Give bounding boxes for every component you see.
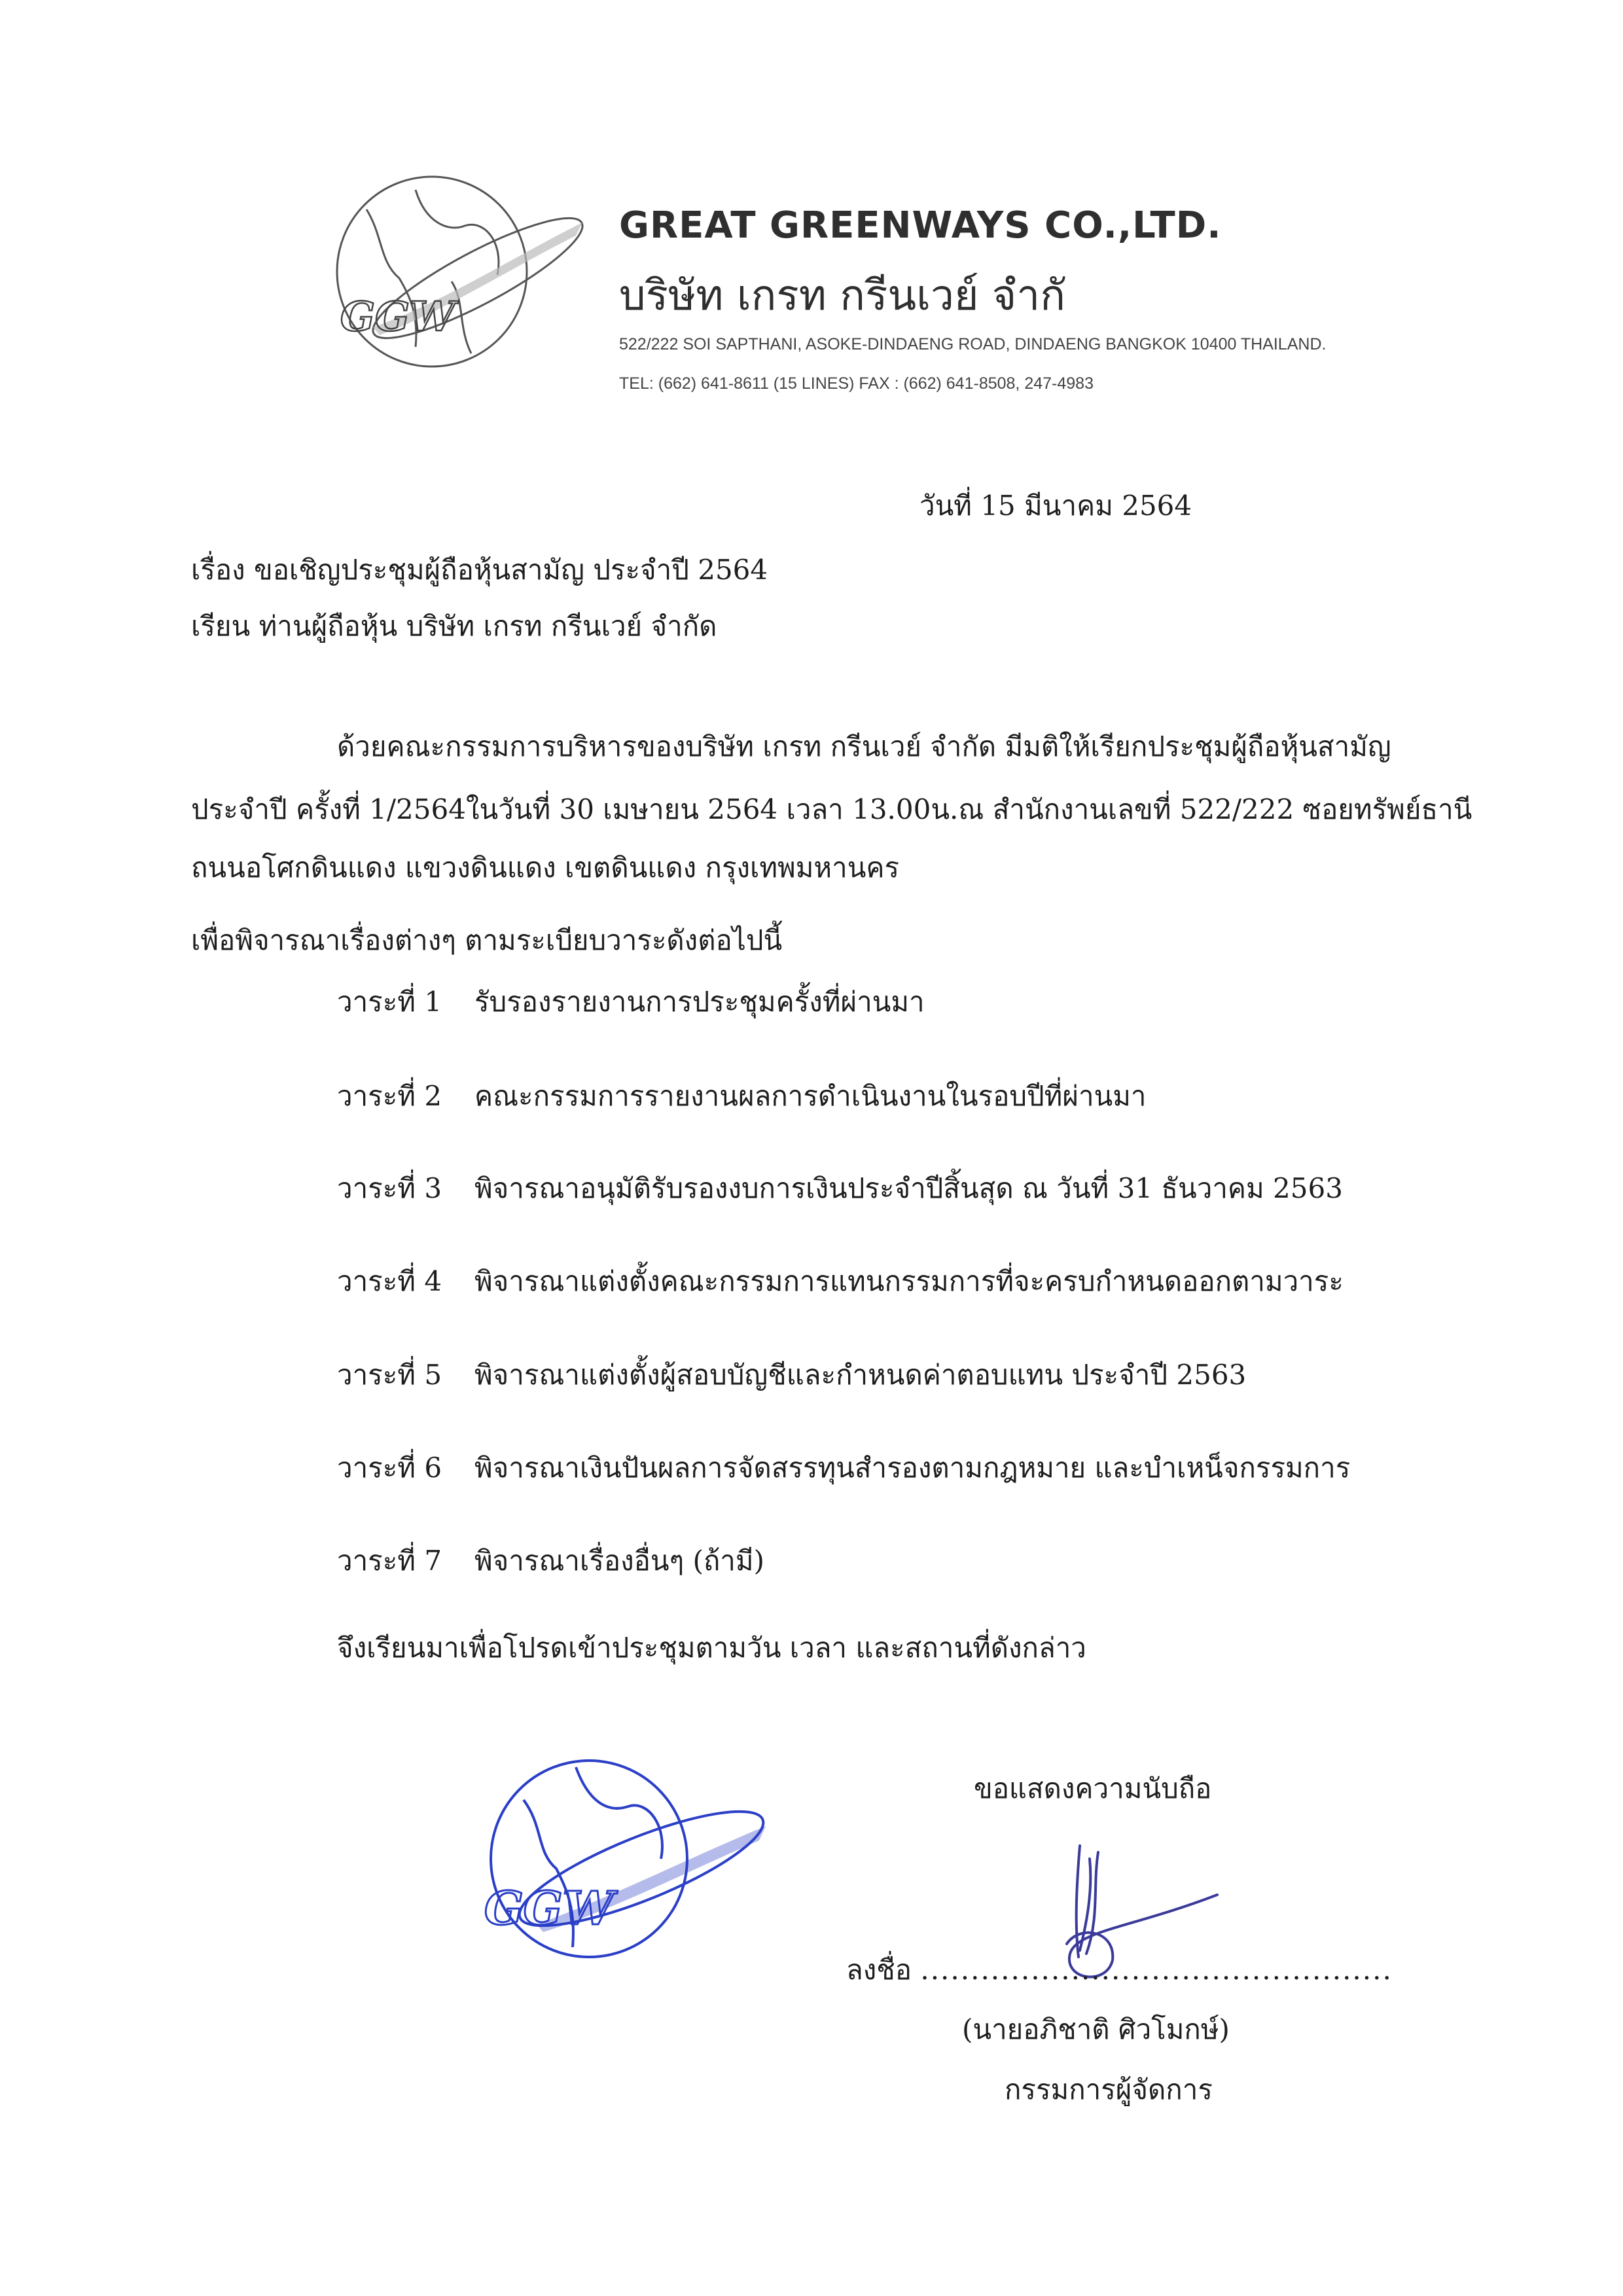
agenda-item-7 [337, 1539, 764, 1583]
agenda-text: พิจารณาแต่งตั้งคณะกรรมการแทนกรรมการที่จะครบกำหนดออกตามวาระ [474, 1265, 1344, 1297]
signature-label: ลงชื่อ [846, 1954, 912, 1986]
paragraph-line-2: ประจำปี ครั้งที่ 1/2564ในวันที่ 30 เมษายน 2564 เวลา 13.00น.ณ สำนักงานเลขที่ 522/222 ซอยทรัพย์ธานี [191, 793, 1472, 825]
signer-name: (นายอภิชาติ ศิวโมกษ์) [962, 2013, 1230, 2045]
agenda-text: พิจารณาแต่งตั้งผู้สอบบัญชีและกำหนดค่าตอบแทน ประจำปี 2563 [474, 1359, 1247, 1391]
signer-title: กรรมการผู้จัดการ [1005, 2073, 1213, 2106]
regards: ขอแสดงความนับถือ [974, 1772, 1212, 1804]
paragraph-line-3: ถนนอโศกดินแดง แขวงดินแดง เขตดินแดง กรุงเทพมหานคร [191, 852, 900, 884]
agenda-number: วาระที่ 7 [337, 1545, 442, 1577]
agenda-number: วาระที่ 5 [337, 1359, 442, 1391]
agenda-text: พิจารณาอนุมัติรับรองงบการเงินประจำปีสิ้นสุด ณ วันที่ 31 ธันวาคม 2563 [474, 1172, 1343, 1204]
agenda-item-5 [337, 1354, 1246, 1397]
agenda-number: วาระที่ 4 [337, 1265, 442, 1297]
signature-line [846, 1948, 1393, 1992]
agenda-item-2 [337, 1075, 1147, 1118]
agenda-number: วาระที่ 3 [337, 1172, 442, 1204]
closing-line: จึงเรียนมาเพื่อโปรดเข้าประชุมตามวัน เวลา และสถานที่ดังกล่าว [337, 1632, 1086, 1664]
company-address: 522/222 SOI SAPTHANI, ASOKE-DINDAENG ROAD, DINDAENG BANGKOK 10400 THAILAND. [619, 335, 1327, 353]
company-contact: TEL: (662) 641-8611 (15 LINES) FAX : (662) 641-8508, 247-4983 [619, 374, 1094, 393]
agenda-item-6 [337, 1446, 1350, 1490]
signature-dots: ............................................... [920, 1954, 1393, 1986]
agenda-item-4 [337, 1260, 1344, 1303]
agenda-text: พิจารณาเรื่องอื่นๆ (ถ้ามี) [474, 1545, 764, 1577]
agenda-item-1 [337, 980, 925, 1024]
agenda-item-3 [337, 1167, 1343, 1210]
agenda-number: วาระที่ 2 [337, 1080, 442, 1112]
company-seal-stamp-icon [425, 1728, 779, 1977]
agenda-number: วาระที่ 1 [337, 986, 442, 1018]
agenda-intro: เพื่อพิจารณาเรื่องต่างๆ ตามระเบียบวาระดังต่อไปนี้ [191, 924, 783, 956]
globe-logo-icon [268, 164, 596, 380]
letter-recipient: เรียน ท่านผู้ถือหุ้น บริษัท เกรท กรีนเวย์ จำกัด [191, 610, 717, 642]
agenda-number: วาระที่ 6 [337, 1452, 442, 1484]
letter-date: วันที่ 15 มีนาคม 2564 [919, 490, 1192, 522]
agenda-text: คณะกรรมการรายงานผลการดำเนินงานในรอบปีที่ผ่านมา [474, 1080, 1147, 1112]
company-name-th: บริษัท เกรท กรีนเวย์ จำกั [619, 272, 1065, 320]
seal-text: GGW [484, 1881, 615, 1935]
letter-subject: เรื่อง ขอเชิญประชุมผู้ถือหุ้นสามัญ ประจำปี 2564 [191, 554, 768, 586]
company-name-en: GREAT GREENWAYS CO.,LTD. [619, 204, 1222, 247]
logo-text: GGW [340, 293, 455, 340]
agenda-text: พิจารณาเงินปันผลการจัดสรรทุนสำรองตามกฎหมาย และบำเหน็จกรรมการ [474, 1452, 1351, 1484]
agenda-text: รับรองรายงานการประชุมครั้งที่ผ่านมา [474, 986, 925, 1018]
paragraph-line-1: ด้วยคณะกรรมการบริหารของบริษัท เกรท กรีนเวย์ จำกัด มีมติให้เรียกประชุมผู้ถือหุ้นสามัญ [337, 730, 1391, 762]
